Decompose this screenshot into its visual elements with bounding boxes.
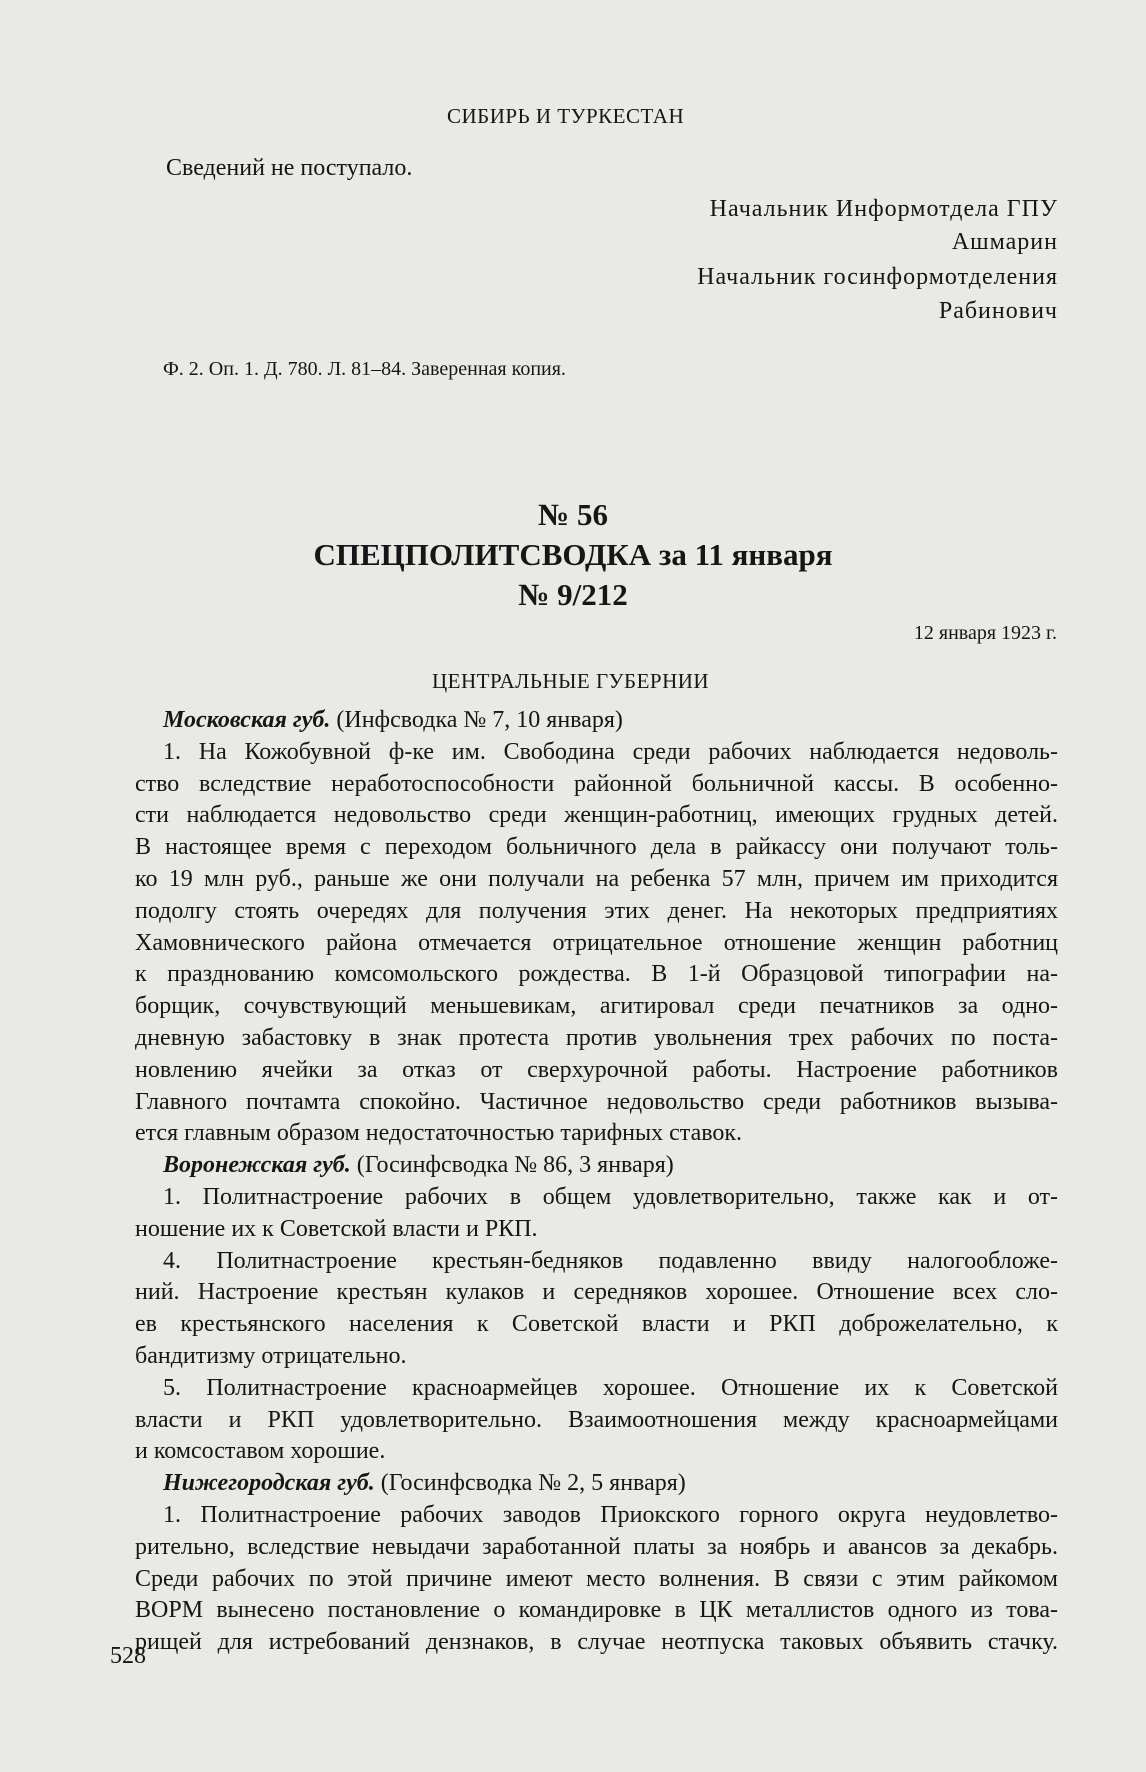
signature-title-2: Начальник госинформотделения [697, 264, 1058, 290]
text-line: ко 19 млн руб., раньше же они получали на ребенка 57 млн, причем им приходится [135, 865, 1058, 892]
text-line: 1. Политнастроение рабочих в общем удовлетворительно, также как и от- [163, 1183, 1058, 1210]
archive-reference: Ф. 2. Оп. 1. Д. 780. Л. 81–84. Заверенная копия. [163, 358, 566, 380]
voronezh-heading [163, 1150, 1058, 1182]
signature-title-1: Начальник Информотдела ГПУ [709, 196, 1058, 222]
text-line: власти и РКП удовлетворительно. Взаимоотношения между красноармейцами [135, 1406, 1058, 1433]
text-line: борщик, сочувствующий меньшевикам, агитировал среди печатников за одно- [135, 993, 1058, 1020]
text-line: и комсоставом хорошие. [135, 1438, 386, 1465]
text-line: 1. На Кожобувной ф-ке им. Свободина среди рабочих наблюдается недоволь- [163, 738, 1058, 765]
document-number: № 56 [538, 497, 608, 532]
text-line: сти наблюдается недовольство среди женщин-работниц, имеющих грудных детей. [135, 802, 1058, 829]
page-number: 528 [110, 1643, 146, 1669]
signature-name-1: Ашмарин [951, 229, 1058, 255]
province-name-moscow: Московская губ. [163, 707, 331, 733]
document-title: СПЕЦПОЛИТСВОДКА за 11 января [313, 537, 833, 572]
text-line: 1. Политнастроение рабочих заводов Приокского горного округа неудовлетво- [163, 1501, 1058, 1528]
signature-name-2: Рабинович [938, 298, 1058, 324]
text-line: к празднованию комсомольского рождества. В 1-й Образцовой типографии на- [135, 961, 1058, 988]
text-line: ство вследствие неработоспособности районной больничной кассы. В особенно- [135, 770, 1058, 797]
text-line: 5. Политнастроение красноармейцев хорошее. Отношение их к Советской [163, 1374, 1058, 1401]
source-moscow: (Инфсводка № 7, 10 января) [330, 707, 623, 733]
text-line: подолгу стоять очередях для получения этих денег. На некоторых предприятиях [135, 897, 1058, 924]
text-line: Среди рабочих по этой причине имеют место волнения. В связи с этим райкомом [135, 1565, 1058, 1592]
source-nizhny: (Госинфсводка № 2, 5 января) [374, 1470, 686, 1497]
report-body [135, 705, 1058, 1659]
document-subnumber: № 9/212 [518, 577, 628, 612]
text-line: 4. Политнастроение крестьян-бедняков подавленно ввиду налогообложе- [163, 1247, 1058, 1274]
region-heading: ЦЕНТРАЛЬНЫЕ ГУБЕРНИИ [432, 669, 710, 693]
text-line: дневную забастовку в знак протеста против увольнения трех рабочих по поста- [135, 1024, 1058, 1051]
source-voronezh: (Госинфсводка № 86, 3 января) [350, 1152, 674, 1179]
province-name-nizhny: Нижегородская губ. [163, 1470, 375, 1497]
text-line: ВОРМ вынесено постановление о командировке в ЦК металлистов одного из това- [135, 1597, 1058, 1624]
province-name-voronezh: Воронежская губ. [163, 1152, 351, 1179]
moscow-heading [163, 705, 1058, 737]
text-line: Главного почтамта спокойно. Частичное недовольство среди работников вызыва- [135, 1088, 1058, 1115]
text-line: ется главным образом недостаточностью тарифных ставок. [135, 1120, 743, 1147]
text-line: бандитизму отрицательно. [135, 1342, 407, 1369]
text-line: Хамовнического района отмечается отрицательное отношение женщин работниц [135, 929, 1058, 956]
document-date: 12 января 1923 г. [913, 622, 1057, 644]
text-line: ев крестьянского населения к Советской власти и РКП доброжелательно, к [135, 1311, 1058, 1338]
nizhny-heading [163, 1468, 1058, 1500]
section-heading-siberia: СИБИРЬ И ТУРКЕСТАН [447, 104, 685, 128]
text-line: ношение их к Советской власти и РКП. [135, 1215, 538, 1242]
text-line: рительно, вследствие невыдачи заработанной платы за ноябрь и авансов за декабрь. [135, 1533, 1058, 1560]
text-line: новлению ячейки за отказ от сверхурочной работы. Настроение работников [135, 1056, 1058, 1083]
text-line: ний. Настроение крестьян кулаков и середняков хорошее. Отношение всех сло- [135, 1279, 1058, 1306]
text-line: В настоящее время с переходом больничного дела в райкассу они получают толь- [135, 834, 1058, 861]
text-line: рищей для истребований дензнаков, в случае неотпуска таковых объявить стачку. [135, 1629, 1058, 1656]
no-info-text: Сведений не поступало. [166, 155, 413, 181]
